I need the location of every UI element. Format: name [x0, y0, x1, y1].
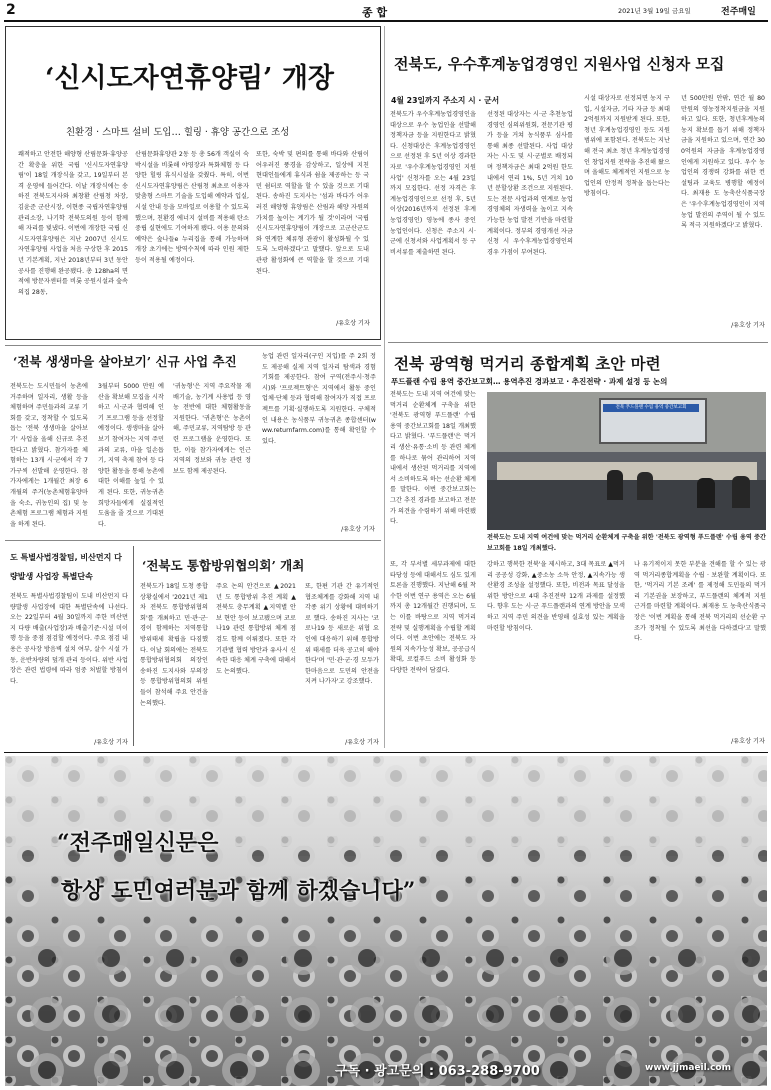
article-4-headline: 도 특별사법경찰팀, 비산먼지 다량발생 사업장 특별단속 — [10, 553, 122, 581]
advert-line-1: “전주매일신문은 — [57, 830, 219, 856]
article-4-byline: /유호상 기자 — [94, 739, 128, 746]
advert-top-rule — [4, 752, 768, 753]
paper-name: 전주매일 — [721, 7, 756, 17]
issue-date: 2021년 3월 19일 금요일 — [618, 7, 691, 15]
photo-attendee-3 — [697, 478, 715, 508]
section-label: 종 합 — [362, 6, 388, 19]
photo-attendees — [487, 480, 766, 530]
article-1-col-3: 또한, 숙박 및 편의를 통해 바다와 산림이 어우러진 풍경을 감상하고, 일상에 지친 현대인들에게 휴식과 쉼을 제공하는 등 국민 쉼터로 역할을 할 수 있을 것으로 기대된다. 송하진 도지사는 '섬과 바다가 어우러진 해양형 휴양림은 산림과 해양 자원의 가치를 높이는 계기가 될 것'이라며 '국립신시도자연휴양림이 개장으로 고군산군도와 연계한 체류형 관광이 활성화될 수 있도록 노력하겠다'고 말했다. 앞으로 도내 관광 활성화에 큰 역할을 할 것으로 기대된다. — [256, 151, 369, 275]
article-6-headline: 전북 광역형 먹거리 종합계획 초안 마련 — [394, 354, 661, 373]
article-5-col-2: 주요 논의 안건으로 ▲2021년 도 통합방위 추진 계획 ▲전북도 충무계획 ▲지역별 안보 현안 등이 보고됐으며 코로나19 관련 통합방위 체계 점검도 함께 이뤄졌다. 또한 각 기관별 협력 방안과 유사시 신속한 대응 체계 구축에 대해서도 논의했다. — [216, 583, 296, 675]
divider-3 — [5, 540, 381, 541]
article-3-col-2: 3월부터 5000 만원 예산을 확보해 모집을 시작하고 시·군과 협력해 인기 프로그램 등을 선정할 예정이다. 생생마을 살아보기 참여자는 지역 주민과의 교류, 마을 일손돕기, 지역 축제 참여 등 다양한 활동을 통해 농촌에 대한 이해를 높일 수 있게 된다. 또한, 귀농귀촌 희망자들에게 실질적인 도움을 줄 것으로 기대된다. — [98, 383, 164, 528]
article-3-col-1: 전북도는 도시민들이 농촌에 거주하며 일자리, 생활 등을 체험하며 주민들과의 교류 기회를 갖고, 정착할 수 있도록 돕는 '전북 생생마을 살아보기' 사업을 올해 신규로 추진한다고 밝혔다. 참가자를 체험하는 13개 시·군에서 각 7가구씩 선발해 운영한다. 참가자에게는 1개월간 최장 6개월의 주거(농촌체험휴양마을 숙소, 귀농인의 집) 및 농촌체험 프로그램 체험과 지원을 하게 된다. — [10, 383, 88, 528]
divider-2 — [388, 342, 768, 343]
sunflower-field — [5, 756, 767, 1086]
article-2-col-3: 시설 대상자로 선정되면 농지 구입, 시설자금, 기타 자금 등 최대 2억원까지 지원받게 된다. 또한, 청년 후계농업경영인 등도 지원 범위에 포함된다. 전북도는 지난해 전국 최초 청년 후계농업경영인 창업지원 전략을 추진해 왔으며 올해도 체계적인 지원으로 농업인의 안정적 정착을 돕는다는 방침이다. — [584, 95, 670, 198]
article-2-byline: /유호상 기자 — [731, 322, 765, 329]
advert-website[interactable]: www.jjmaeil.com — [645, 1063, 731, 1073]
article-6-col-4: 나 유기적이지 못한 부분을 견해를 할 수 있는 광역 먹거리종합계획을 수립 · 보완할 계획이다. 또한, '먹거리 기본 조례' 를 제정해 도민들의 먹거리 기본권을 보장하고, 푸드플랜의 체계적 지원 근거를 마련할 계획이다. 최재용 도 농축산식품국장은 '이번 계획을 통해 전북 먹거리의 선순환 구조가 정착될 수 있도록 최선을 다하겠다'고 말했다. — [634, 561, 766, 643]
center-column-rule — [384, 26, 385, 748]
article-5-headline: ‘전북도 통합방위협의회’ 개최 — [142, 558, 305, 573]
article-5-col-3: 또, 한편 기관 간 유기적인 협조체계를 강화해 지역 내 각종 위기 상황에 대비하기로 했다. 송하진 지사는 '코로나19 등 새로운 위협 요인에 대응하기 위해 통합방위 태세를 더욱 공고히 해야 한다'며 '민·관·군·경 모두가 한마음으로 도민의 안전을 지켜 나가자'고 강조했다. — [305, 583, 379, 686]
article-6-col-2: 또, 각 부서별 세부과제에 대한 타당성 등에 대해서도 심도 있게 토론을 진행했다. 지난해 6월 착수한 이번 연구 용역은 오는 6월까지 총 12개월간 진행되며, 도는 이를 바탕으로 지역 먹거리 전략 및 실행계획을 수립할 계획이다. 이번 초안에는 전북도 자원의 지속가능성 확보, 공공급식 확대, 로컬푸드 소비 활성화 등 다양한 전략이 담겼다. — [390, 561, 476, 674]
article-6-photo-caption: 전북도는 도내 지역 여건에 맞는 먹거리 순환체계 구축을 위한 '전북도 광역형 푸드플랜' 수립 용역 중간보고회를 18일 개최했다. — [487, 534, 767, 552]
article-1-subhead: 친환경 · 스마트 설비 도입… 힐링 · 휴양 공간으로 조성 — [66, 127, 290, 138]
photo-attendee-2 — [637, 472, 653, 500]
article-2-col-2: 선정된 대상자는 시·군 추천농업경영인 심의위원회, 전문기관 평가 등을 거쳐 농식품부 심사를 통해 최종 선발된다. 사업 대상자는 시·도 및 시·군별로 배정되며 정책자금은 최대 2억원 한도 내에서 연리 1%, 5년 거치 10년 분할상환 조건으로 지원된다. 도는 전문 사업과의 연계로 농업 경영체의 자생력을 높이고 지속가능한 농업 발전 기반을 마련할 계획이다. 정부의 경영개선 자금 신청 시 우수후계농업경영인의 경우 가점이 부여된다. — [487, 111, 573, 256]
photo-banner-text: 전북 푸드플랜 수립 용역 중간보고회 — [615, 405, 687, 410]
column-rule-1 — [133, 546, 134, 746]
article-6-subhead: 푸드플랜 수립 용역 중간보고회… 용역추진 경과보고 · 추진전략 · 과제 설정 등 논의 — [391, 377, 668, 386]
advert-contact: 구독 · 광고문의 : 063-288-9700 — [335, 1064, 540, 1079]
header-rule — [4, 20, 768, 22]
page-number: 2 — [6, 2, 16, 18]
article-3-headline: ‘전북 생생마을 살아보기’ 신규 사업 추진 — [13, 354, 237, 369]
article-3-col-4: 농업 관련 일자리(구인 지입)를 주 2회 정도 제공해 실제 지역 일자리 탐색과 경험 기회를 제공한다. 참여 구역(전주시·청주시)와 '프로젝트형'은 지역에서 활동 중인 업체·단체 등과 협력해 참여자가 직접 프로젝트를 기획·실행하도록 지원한다. 구체적인 내용은 농식품부 귀농귀촌 종합센터(www.returnfarm.com)를 통해 확인할 수 있다. — [262, 353, 376, 445]
advert-panel — [5, 756, 767, 1086]
article-2-subhead: 4월 23일까지 주소지 시 · 군서 — [391, 96, 500, 105]
photo-attendee-1 — [607, 470, 623, 500]
article-2-col-1: 전북도가 우수후계농업경영인을 대상으로 우수 농업인을 선발해 정책자금 등을 지원한다고 밝혔다. 신청대상은 후계농업경영인으로 선정된 후 5년 이상 경과한 자로 '우수후계농업경영인 지원 사업' 신청자를 오는 4월 23일까지 모집한다. 선정 자격은 후계농업경영인으로 선정 후, 5년 이상(2016년까지 선정된 후계농업경영인) 영농에 종사 중인 농업인이다. 신청은 주소지 시·군에 신청서와 사업계획서 등 구비서류를 제출하면 된다. — [390, 111, 476, 256]
article-6-photo — [487, 392, 766, 530]
article-2-col-4: 년 500만원 안팎, 연간 월 80만원의 영농정착지원금을 지원하고 있다. 또한, 청년후계농의 농지 확보를 돕기 위해 정책자금을 지원하고 있으며, 연간 300억원의 자금을 후계농업경영인에게 지원하고 있다. 우수 농업인의 경쟁력 강화를 위한 컨설팅과 교육도 병행할 예정이다. 최재용 도 농축산식품국장은 '우수후계농업경영인이 지역 농업 발전의 주역이 될 수 있도록 적극 지원하겠다'고 밝혔다. — [681, 95, 765, 230]
article-1-headline: ‘신시도자연휴양림’ 개장 — [45, 63, 335, 94]
article-5-col-1: 전북도가 18일 도청 종합상황실에서 '2021년 제1차 전북도 통합방위협의회'를 개최하고 민·관·군·경이 함께하는 지역통합방위태세 확립을 다짐했다. 이날 회의에는 전북도 통합방위협의회 의장인 송하진 도지사와 부의장 등 통합방위협의회 위원들이 참석해 주요 안건을 논의했다. — [140, 583, 208, 707]
article-4-col-1: 전북도 특별사법경찰팀이 도내 비산먼지 다량발생 사업장에 대한 특별단속에 나선다. 오는 22일부터 4월 30일까지 주한 비산먼지 다량 배출(사업장)과 배출기준·시설 미이행 등을 중점 점검할 예정이다. 주요 점검 내용은 공사장 방음벽 설치 여부, 살수 시설 가동, 운반차량의 덮개 관리 등이다. 위반 사업장은 관련 법령에 따라 엄중 처벌할 방침이다. — [10, 593, 128, 685]
advert-line-2: 항상 도민여러분과 함께 하겠습니다” — [61, 878, 416, 904]
divider-1 — [5, 345, 381, 346]
photo-attendee-4 — [732, 476, 750, 508]
article-3-byline: /유호상 기자 — [341, 526, 375, 533]
article-6-col-3: 강하고 행복한 전북'을 제시하고, 3대 목표로 ▲먹거리 공공성 강화, ▲중소농 소득 안정, ▲지속가능 생산환경 조성을 설정했다. 또한, 비전과 목표 달성을 위한 방안으로 4대 추진전략 12개 과제를 설정했다. 향후 도는 시·군 푸드플랜과의 연계 방안을 모색하고 지역 주민 의견을 반영해 실효성 있는 계획을 마련할 방침이다. — [487, 561, 625, 632]
article-6-col-1: 전북도는 도내 지역 여건에 맞는 먹거리 순환체계 구축을 위한 '전북도 광역형 푸드플랜' 수립 용역 중간보고회를 18일 개최했다고 밝혔다. '푸드플랜'은 먹거리 생산·유통·소비 등 관련 체계를 하나로 묶어 관리하여 지역 내에서 생산된 먹거리를 지역에서 소비하도록 하는 선순환 체계를 말한다. 이번 중간보고회는 그간 추진 경과를 보고하고 전문가 의견을 수렴하기 위해 마련됐다. — [390, 391, 476, 526]
article-1-col-2: 산림문화휴양관 2동 등 총 56개 객실이 숙박시설을 비롯해 야영장과 특화체험 등 다양한 힐링 휴식시설을 갖췄다. 특히, 이번 신시도자연휴양림은 산림청 최초로 이용자 맞춤형 스마트 기술을 도입해 예약과 입실, 시설 안내 등을 모바일로 이용할 수 있도록 했으며, 친환경 에너지 설비를 적용해 탄소중립 실현에도 기여하게 됐다. 이용 문의와 예약은 숲나들e 누리집을 통해 가능하며 개장 초기에는 방역수칙에 따라 인원 제한 등이 적용될 예정이다. — [135, 151, 249, 264]
article-2-headline: 전북도, 우수후계농업경영인 지원사업 신청자 모집 — [394, 55, 725, 73]
article-1-col-1: 쾌적하고 안전한 해양형 산림문화·휴양공간 확충을 위한 국립 '신시도자연휴양림'이 18일 개장식을 갖고, 19일부터 본격 운영에 들어간다. 이날 개장식에는 송하진 전북도지사와 최창환 산림청 차장, 김윤준 군산시장, 이현종 국립자연휴양림관리소장, 나기학 전북도의원 등이 함께해 자리를 빛냈다. 이번에 개장한 국립 신시도자연휴양림은 지난 2007년 신시도자연휴양림 사업을 처음 구상한 후 2015년 기본계획, 지난 2018년부터 3년 동안 공사를 진행해 완공됐다. 총 128ha의 면적에 방문자센터를 비롯 공원시설과 숲속의집 28동, — [18, 151, 128, 296]
article-1-byline: /유호상 기자 — [336, 320, 370, 327]
article-3-col-3: '귀농형'은 지역 주요작물 재배기술, 농기계 사용법 등 영농 전반에 대한 체험활동을 지원한다. '귀촌형'은 농촌이해, 주민교류, 지역탐방 등 관련 프로그램을 운영한다. 또한, 이들 참가자에게는 인근 지역의 정보와 귀농 관련 정보도 함께 제공된다. — [173, 383, 251, 475]
photo-table — [497, 462, 757, 480]
article-5-byline: /유호상 기자 — [345, 739, 379, 746]
article-6-byline: /유호상 기자 — [731, 738, 765, 745]
page-header — [0, 0, 771, 22]
